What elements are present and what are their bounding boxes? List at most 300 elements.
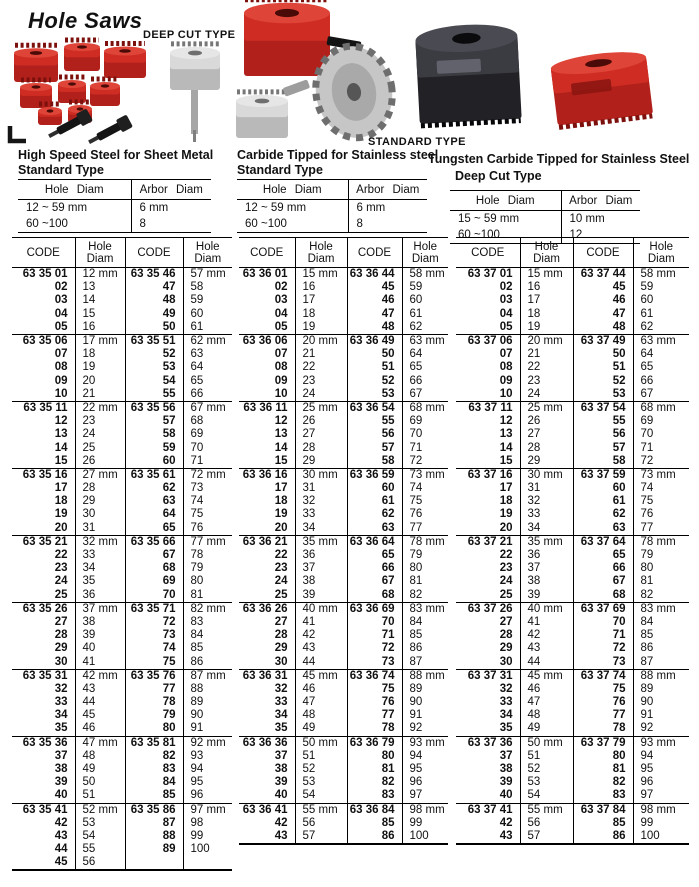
code-cell: 63 36 16 [239,468,295,482]
spec-row [18,216,211,233]
diam-cell: 80 [640,562,654,575]
code-cell: 53 [125,361,183,374]
diam-cell: 87 [640,655,654,668]
code-cell: 63 37 69 [573,602,633,616]
diam-cell: 59 [640,281,654,294]
diam-cell: 61 [190,320,204,333]
diam-cell: 96 [409,776,423,789]
diam-cell: 54 [75,830,125,843]
code-cell: 38 [12,763,75,776]
table-row [12,522,232,536]
table-row [239,803,448,817]
diam-cell: 66 [640,374,654,387]
code-cell: 13 [456,428,520,441]
code-cell: 72 [573,642,633,655]
product-photos [0,0,699,152]
diam-cell: 22 [520,361,573,374]
diam-cell: 48 [520,709,573,722]
code-cell: 53 [347,388,402,402]
table-row [12,642,232,655]
code-cell: 10 [12,388,75,402]
code-cell: 03 [456,294,520,307]
diam-cell: 79 [190,562,204,575]
diam-cell: 20 mm [295,334,347,348]
diam-cell: 66 [409,374,423,387]
table-row [456,508,689,521]
code-cell: 63 37 31 [456,669,520,683]
diam-cell: 18 [295,308,347,321]
deep-cut-type-label: DEEP CUT TYPE [143,29,236,41]
diam-cell: 93 mm [402,736,448,750]
table-row [456,401,689,415]
code-cell: 49 [125,308,183,321]
table-row [239,736,448,750]
diam-cell: 52 mm [75,803,125,817]
table-row [456,642,689,655]
diam-cell: 50 [75,776,125,789]
diam-cell: 30 mm [295,468,347,482]
diam-cell: 93 [190,749,204,762]
code-cell: 05 [456,321,520,335]
diam-cell: 97 mm [183,803,232,817]
diam-cell: 61 [409,307,423,320]
code-cell: 22 [456,549,520,562]
code-cell: 48 [125,294,183,307]
code-cell: 19 [239,508,295,521]
diam-cell: 91 [409,709,423,722]
code-cell: 52 [573,375,633,388]
code-cell: 04 [239,308,295,321]
code-cell: 86 [573,830,633,844]
code-cell: 24 [456,575,520,588]
table-row [456,415,689,428]
diam-cell: 93 mm [633,736,689,750]
code-cell: 65 [347,549,402,562]
diam-cell: 59 [409,281,423,294]
code-cell: 52 [125,348,183,361]
spec-cell: 6 mm [356,201,386,214]
table-row [456,308,689,321]
code-cell: 39 [456,776,520,789]
diam-cell: 44 [75,696,125,709]
diam-cell: 56 [75,856,125,870]
table-row [239,683,448,696]
header-row [12,238,232,268]
diam-cell: 17 [520,294,573,307]
table-row [239,669,448,683]
code-cell: 14 [239,441,295,454]
code-cell: 40 [239,789,295,803]
table-row [456,683,689,696]
table-row [239,776,448,789]
table-row [12,508,232,521]
table-row [239,455,448,469]
code-cell: 38 [239,763,295,776]
code-cell: 63 36 36 [239,736,295,750]
diam-cell: 55 mm [295,803,347,817]
code-cell: 02 [12,281,75,294]
diam-cell: 36 [520,549,573,562]
code-cell: 14 [12,441,75,454]
diam-cell: 25 [75,441,125,454]
table-row [239,535,448,549]
arbor-image [86,114,133,148]
diam-cell: 74 [640,482,654,495]
diam-cell: 77 mm [183,535,232,549]
table-row [456,589,689,603]
code-cell: 17 [12,482,75,495]
spec-cell: 8 [356,217,363,230]
diam-cell: 88 mm [402,669,448,683]
code-cell: 63 35 76 [125,669,183,683]
diam-cell: 40 [75,642,125,655]
table-row [456,830,689,844]
table-row [12,535,232,549]
diam-cell: 25 mm [520,401,573,415]
table-row [239,482,448,495]
spec-row [237,216,427,233]
code-cell: 63 36 59 [347,468,402,482]
code-cell: 62 [573,508,633,521]
diam-cell: 97 [409,789,423,802]
code-cell: 32 [456,683,520,696]
code-cell: 20 [12,522,75,536]
diam-cell: 46 [75,722,125,736]
spec-header-arbor-diam: Arbor Diam [348,180,427,200]
table-row [12,669,232,683]
code-cell: 33 [456,696,520,709]
diam-cell: 67 [409,387,423,400]
diam-cell: 24 [520,388,573,402]
table-row [239,401,448,415]
diam-cell: 45 mm [520,669,573,683]
diam-cell: 27 [295,428,347,441]
diam-cell: 98 mm [402,803,448,817]
code-cell: 40 [12,789,75,803]
diam-cell: 40 mm [295,602,347,616]
code-cell: 37 [456,750,520,763]
diam-cell: 55 [75,843,125,856]
code-cell: 63 37 59 [573,468,633,482]
code-cell: 50 [347,348,402,361]
diam-cell: 78 mm [633,535,689,549]
diam-cell: 42 [295,629,347,642]
diam-cell: 29 [75,495,125,508]
code-cell: 80 [573,750,633,763]
code-cell: 30 [456,655,520,669]
diam-cell: 76 [640,508,654,521]
code-cell: 28 [239,629,295,642]
code-cell: 32 [12,683,75,696]
table-row [239,348,448,361]
code-cell: 53 [573,388,633,402]
code-cell: 63 36 41 [239,803,295,817]
standard-black-hole-saw-image [415,22,522,126]
code-cell: 63 35 01 [12,268,75,282]
code-cell: 63 35 11 [12,401,75,415]
code-cell: 85 [125,789,183,803]
diam-cell: 63 mm [402,334,448,348]
diam-cell: 83 [190,615,204,628]
diam-cell: 81 [409,575,423,588]
hole-diam-column-header: Hole Diam [402,238,448,268]
code-cell: 63 37 64 [573,535,633,549]
diam-cell: 36 [295,549,347,562]
code-cell: 57 [573,441,633,454]
diam-cell: 91 [190,722,204,735]
diam-cell: 30 [75,508,125,521]
code-cell: 63 36 11 [239,401,295,415]
diam-cell: 65 [640,361,654,374]
code-cell: 63 37 06 [456,334,520,348]
code-cell: 77 [347,709,402,722]
spec-cell: 8 [139,217,146,230]
code-cell: 19 [12,508,75,521]
diam-cell: 95 [190,776,204,789]
table-row [12,468,232,482]
code-cell: 42 [456,817,520,830]
diam-cell: 52 [520,763,573,776]
diam-cell: 25 mm [295,401,347,415]
diam-cell: 95 [409,763,423,776]
tungsten-code-table [456,237,689,845]
code-cell: 15 [239,455,295,469]
code-cell: 30 [12,655,75,669]
code-cell: 63 36 44 [347,268,402,282]
diam-cell: 32 [520,495,573,508]
code-cell: 78 [573,722,633,736]
code-cell: 63 37 49 [573,334,633,348]
table-row [239,763,448,776]
code-cell: 89 [125,843,183,856]
code-cell: 40 [456,789,520,803]
code-cell: 46 [347,294,402,307]
table-row [456,428,689,441]
spec-row [18,200,211,217]
diam-cell: 89 [190,696,204,709]
table-row [456,602,689,616]
code-cell: 07 [239,348,295,361]
table-row [12,562,232,575]
diam-cell: 98 mm [633,803,689,817]
code-cell: 33 [12,696,75,709]
code-cell: 39 [239,776,295,789]
diam-cell [183,856,232,870]
diam-cell: 14 [75,294,125,307]
code-cell: 55 [573,415,633,428]
hole-diam-column-header: Hole Diam [75,238,125,268]
code-cell: 63 36 64 [347,535,402,549]
table-row [12,709,232,722]
code-cell: 63 36 31 [239,669,295,683]
code-cell: 63 37 54 [573,401,633,415]
code-cell: 43 [456,830,520,844]
table-row [456,750,689,763]
code-cell: 60 [347,482,402,495]
code-cell: 82 [125,750,183,763]
hole-diam-column-header: Hole Diam [633,238,689,268]
code-cell: 63 37 44 [573,268,633,282]
code-cell: 37 [12,750,75,763]
diam-cell: 67 [640,387,654,400]
code-cell: 63 37 36 [456,736,520,750]
table-row [456,321,689,335]
code-cell: 12 [239,415,295,428]
diam-cell: 79 [640,549,654,562]
code-cell: 88 [125,830,183,843]
code-cell: 27 [12,616,75,629]
page-title: Hole Saws [28,8,143,33]
diam-cell: 43 [520,642,573,655]
code-column-header: CODE [12,238,75,268]
spec-cell: 60 ~100 [450,227,561,244]
diam-cell: 72 [640,454,654,467]
diam-cell: 92 mm [183,736,232,750]
table-row [456,482,689,495]
code-cell: 63 37 26 [456,602,520,616]
code-cell: 27 [239,616,295,629]
diam-cell: 75 [409,495,423,508]
code-cell: 70 [125,589,183,603]
code-cell: 50 [125,321,183,335]
code-cell: 48 [347,321,402,335]
diam-cell: 94 [640,749,654,762]
code-cell: 83 [347,789,402,803]
code-cell: 34 [456,709,520,722]
code-cell: 86 [347,830,402,844]
diam-cell: 13 [75,281,125,294]
hex-key-image [10,126,26,141]
code-cell: 68 [125,562,183,575]
section-title-hss-2: Standard Type [18,163,104,177]
code-cell: 57 [125,415,183,428]
code-cell: 77 [573,709,633,722]
diam-cell: 18 [75,348,125,361]
diam-cell: 51 [520,750,573,763]
diam-cell: 70 [409,428,423,441]
hole-diam-column-header: Hole Diam [520,238,573,268]
table-row [456,562,689,575]
table-row [456,629,689,642]
diam-cell: 19 [75,361,125,374]
table-row [12,348,232,361]
code-cell: 63 36 69 [347,602,402,616]
diam-cell: 100 [640,829,660,842]
code-cell: 09 [12,375,75,388]
diam-cell: 50 mm [520,736,573,750]
diam-cell: 73 mm [633,468,689,482]
table-row [239,428,448,441]
code-cell: 33 [239,696,295,709]
diam-cell: 41 [295,616,347,629]
code-cell: 39 [12,776,75,789]
table-row [456,669,689,683]
code-cell: 72 [347,642,402,655]
diam-cell: 23 [520,375,573,388]
diam-cell: 53 [520,776,573,789]
code-cell: 70 [573,616,633,629]
deep-cut-hole-saw-image [170,44,220,142]
table-row [456,696,689,709]
code-cell: 10 [456,388,520,402]
code-cell: 73 [125,629,183,642]
code-cell: 59 [125,441,183,454]
code-cell: 13 [12,428,75,441]
code-cell: 15 [12,455,75,469]
diam-cell: 33 [75,549,125,562]
table-row [12,415,232,428]
diam-cell: 65 [409,361,423,374]
code-cell: 38 [456,763,520,776]
table-row [12,482,232,495]
spec-row [237,200,427,217]
diam-cell: 71 [190,454,204,467]
table-row [456,294,689,307]
table-row [239,281,448,294]
diam-cell: 75 [640,495,654,508]
diam-cell: 85 [190,642,204,655]
diam-cell: 33 [295,508,347,521]
diam-cell: 70 [640,428,654,441]
table-row [239,830,448,844]
table-row [12,602,232,616]
table-row [239,722,448,736]
code-cell: 63 37 79 [573,736,633,750]
table-row [12,575,232,588]
diam-cell: 90 [190,709,204,722]
diam-cell: 54 [520,789,573,803]
diam-cell: 83 mm [633,602,689,616]
code-cell: 63 35 06 [12,334,75,348]
code-cell: 24 [12,575,75,588]
diam-cell: 96 [640,776,654,789]
code-cell: 17 [456,482,520,495]
diam-cell: 32 [295,495,347,508]
diam-cell: 37 mm [75,602,125,616]
diam-cell: 96 [190,789,204,802]
diam-cell: 100 [409,829,429,842]
code-cell: 65 [125,522,183,536]
code-cell: 75 [573,683,633,696]
spec-header-arbor-diam: Arbor Diam [561,191,640,211]
spec-cell: 12 ~ 59 mm [18,200,131,217]
diam-cell: 34 [75,562,125,575]
spec-cell: 10 mm [569,212,605,225]
diam-cell: 34 [520,522,573,536]
diam-cell: 57 mm [183,268,232,282]
carbide-spec-table [237,179,427,233]
code-cell: 25 [239,589,295,603]
diam-cell: 23 [75,415,125,428]
diam-cell: 39 [75,629,125,642]
table-row [456,776,689,789]
diam-cell: 15 mm [295,268,347,282]
code-cell: 51 [347,361,402,374]
diam-cell: 59 [190,294,204,307]
diam-cell: 47 [295,696,347,709]
code-cell: 35 [456,722,520,736]
diam-cell: 22 mm [75,401,125,415]
code-cell: 66 [347,562,402,575]
code-cell: 50 [573,348,633,361]
diam-cell: 66 [190,387,204,400]
section-title-hss-1: High Speed Steel for Sheet Metal [18,148,214,162]
tungsten-spec-table [450,190,640,244]
code-cell: 61 [347,495,402,508]
diam-cell: 47 mm [75,736,125,750]
code-cell: 75 [347,683,402,696]
diam-cell: 60 [190,307,204,320]
